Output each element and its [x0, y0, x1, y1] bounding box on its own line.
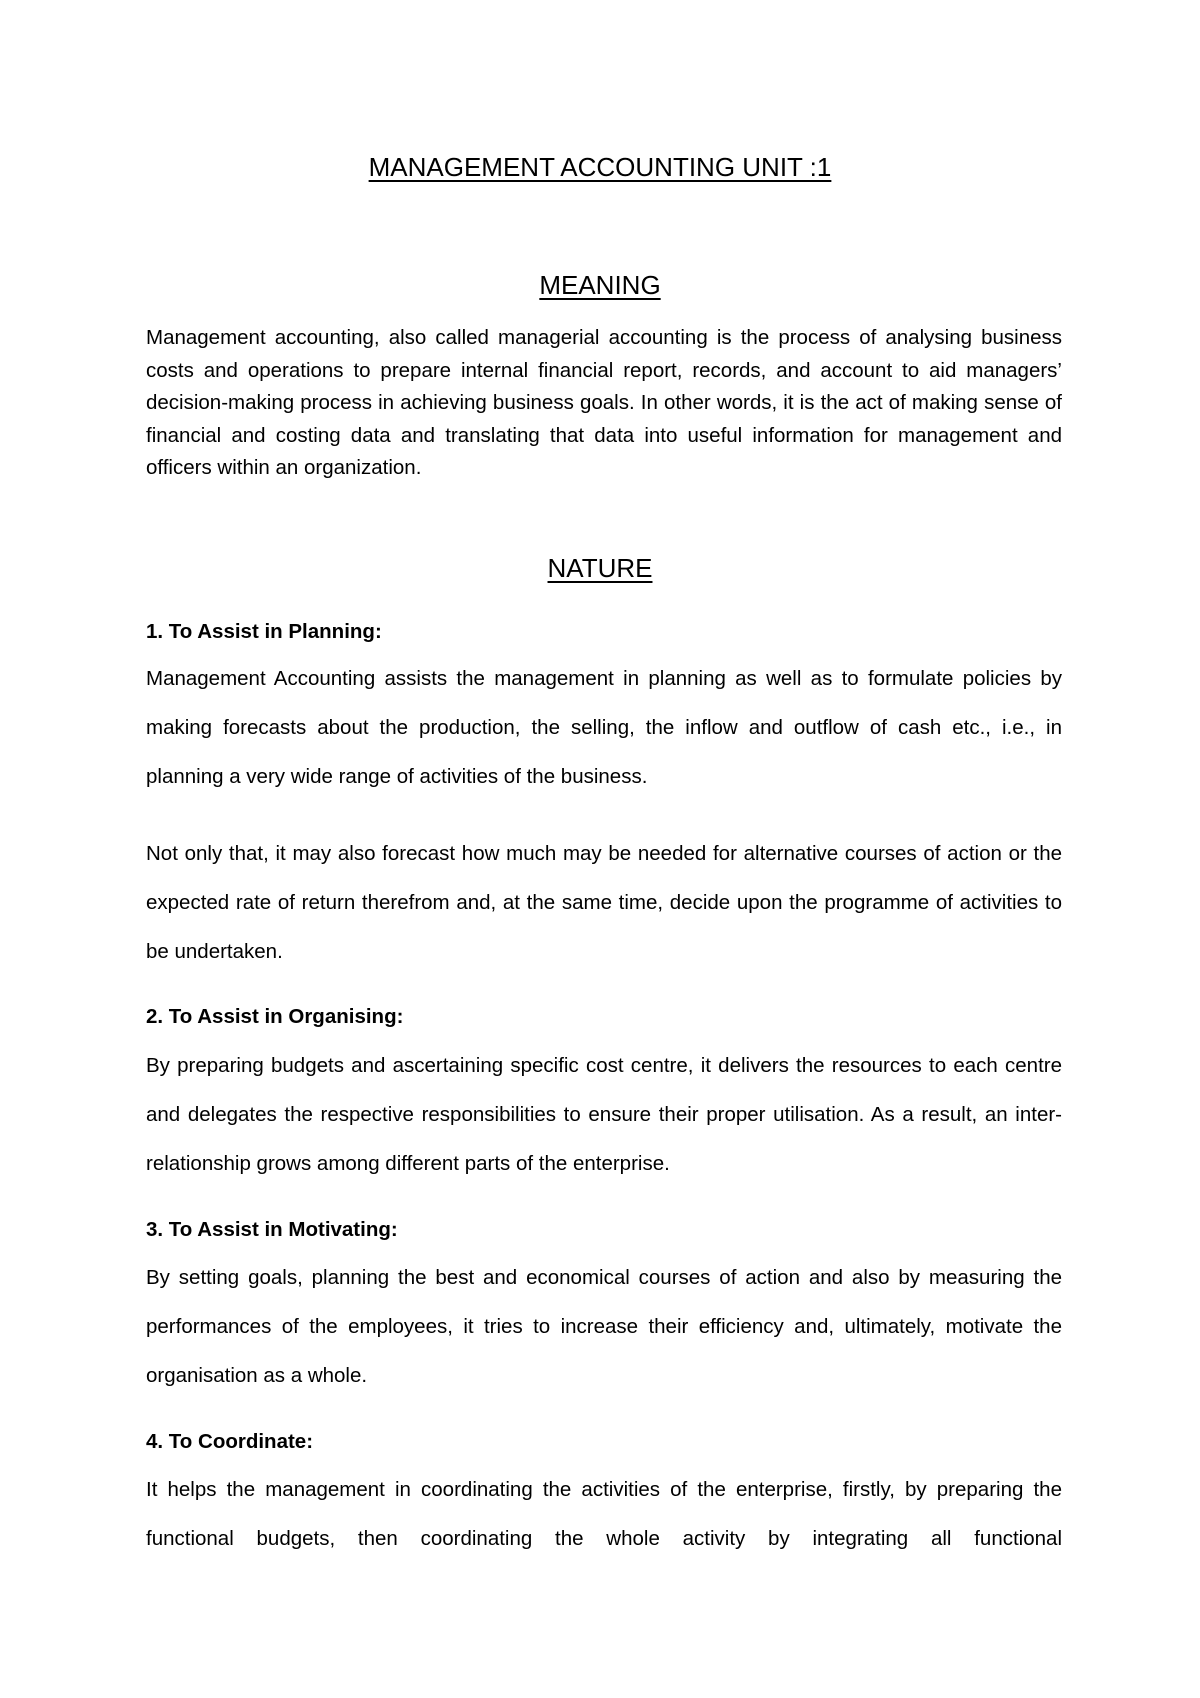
- section-paragraph-planning-1: Management Accounting assists the management in planning as well as to formulate policies by making forecasts about the production, the selling, the inflow and outflow of cash etc., i.e., in planning a very wide range of activities of the business.: [146, 667, 1062, 788]
- section-heading-organising: 2. To Assist in Organising:: [146, 1005, 404, 1028]
- section-heading-coordinate: 4. To Coordinate:: [146, 1430, 314, 1453]
- section-paragraph-coordinate: It helps the management in coordinating the activities of the enterprise, firstly, by preparing the functional budgets, then coordinating the whole activity by integrating all functional: [146, 1478, 1062, 1550]
- document-title: MANAGEMENT ACCOUNTING UNIT :1: [368, 152, 832, 182]
- section-heading-motivating: 3. To Assist in Motivating:: [146, 1218, 398, 1241]
- meaning-paragraph: Management accounting, also called managerial accounting is the process of analysing business costs and operations to prepare internal financial report, records, and account to aid managers’ decision-making process in achieving business goals. In other words, it is the act of making sense of financial and costing data and translating that data into useful information for management and officers within an organization.: [146, 326, 1062, 479]
- nature-heading: NATURE: [547, 553, 653, 583]
- meaning-heading: MEANING: [539, 270, 661, 300]
- section-paragraph-motivating: By setting goals, planning the best and economical courses of action and also by measuring the performances of the employees, it tries to increase their efficiency and, ultimately, motivate the organisation as a whole.: [146, 1266, 1062, 1387]
- section-paragraph-planning-2: Not only that, it may also forecast how much may be needed for alternative courses of action or the expected rate of return therefrom and, at the same time, decide upon the programme of activities to be undertaken.: [146, 842, 1062, 963]
- section-heading-planning: 1. To Assist in Planning:: [146, 620, 382, 643]
- section-paragraph-organising: By preparing budgets and ascertaining specific cost centre, it delivers the resources to each centre and delegates the respective responsibilities to ensure their proper utilisation. As a result, an inter-relationship grows among different parts of the enterprise.: [146, 1054, 1062, 1175]
